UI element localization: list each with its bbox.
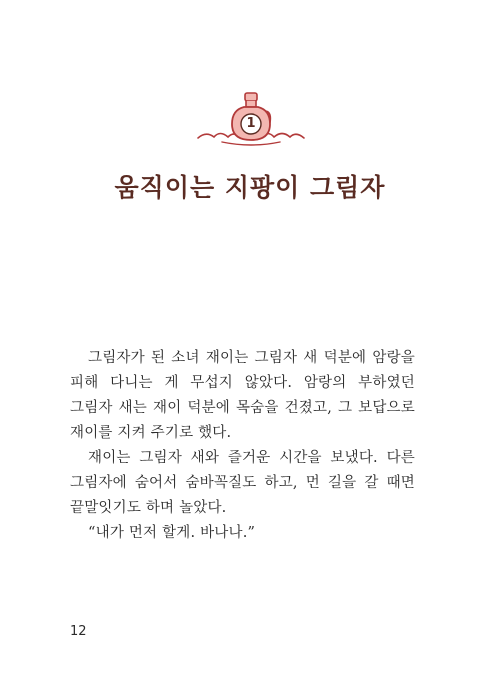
paragraph: 재이는 그림자 새와 즐거운 시간을 보냈다. 다른 그림자에 숨어서 숨바꼭질도 하고, 먼 길을 갈 때면 끝말잇기도 하며 놀았다.	[70, 450, 415, 516]
chapter-emblem	[196, 90, 306, 150]
chapter-title: 움직이는 지팡이 그림자	[114, 173, 386, 202]
paragraph: 그림자가 된 소녀 재이는 그림자 새 덕분에 암랑을 피해 다니는 게 무섭지 않았다. 암랑의 부하였던 그림자 새는 재이 덕분에 목숨을 건졌고, 그 보답으로 재이를 지켜 주기로 했다.	[70, 350, 415, 441]
chapter-number: 1	[246, 116, 256, 131]
paragraph: “내가 먼저 할게. 바나나.”	[88, 525, 256, 541]
body-text	[70, 346, 415, 546]
page-number: 12	[70, 624, 87, 639]
